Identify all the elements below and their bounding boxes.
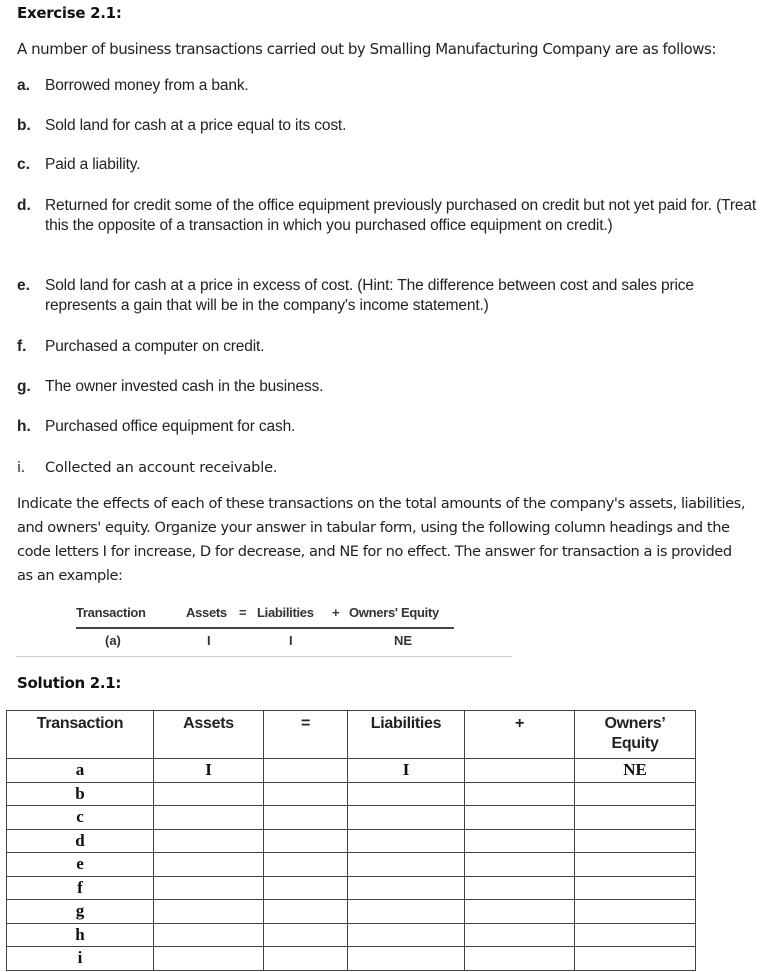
cell-assets[interactable] bbox=[154, 876, 264, 900]
cell-equals[interactable] bbox=[264, 947, 348, 971]
cell-assets[interactable] bbox=[154, 829, 264, 853]
item-label: a. bbox=[17, 77, 30, 94]
cell-transaction: c bbox=[7, 806, 154, 830]
example-header-rule bbox=[76, 627, 454, 629]
cell-equity[interactable] bbox=[575, 806, 696, 830]
table-row bbox=[7, 923, 696, 947]
cell-transaction: f bbox=[7, 876, 154, 900]
solution-table bbox=[6, 710, 696, 971]
cell-equity[interactable] bbox=[575, 782, 696, 806]
cell-liabilities[interactable] bbox=[348, 829, 465, 853]
item-label: b. bbox=[17, 117, 31, 134]
example-cell-assets: I bbox=[207, 633, 211, 648]
cell-assets[interactable] bbox=[154, 947, 264, 971]
example-cell-equity: NE bbox=[394, 633, 413, 648]
cell-liabilities[interactable] bbox=[348, 900, 465, 924]
table-row bbox=[7, 853, 696, 877]
header-owners-equity bbox=[575, 711, 696, 759]
cell-equity[interactable] bbox=[575, 947, 696, 971]
section-divider bbox=[16, 656, 512, 657]
item-text: The owner invested cash in the business. bbox=[45, 378, 324, 395]
example-header-equity: Owners' Equity bbox=[349, 605, 439, 620]
header-equals: = bbox=[264, 711, 348, 759]
cell-equals[interactable] bbox=[264, 853, 348, 877]
cell-liabilities[interactable]: I bbox=[348, 759, 465, 783]
example-header-assets: Assets bbox=[186, 605, 227, 620]
cell-plus[interactable] bbox=[465, 759, 575, 783]
cell-plus[interactable] bbox=[465, 876, 575, 900]
cell-plus[interactable] bbox=[465, 923, 575, 947]
header-assets: Assets bbox=[154, 711, 264, 759]
table-row bbox=[7, 947, 696, 971]
cell-equity[interactable] bbox=[575, 900, 696, 924]
example-header-liabilities: Liabilities bbox=[257, 605, 314, 620]
table-row bbox=[7, 900, 696, 924]
cell-equals[interactable] bbox=[264, 876, 348, 900]
cell-transaction: d bbox=[7, 829, 154, 853]
cell-plus[interactable] bbox=[465, 782, 575, 806]
item-label: g. bbox=[17, 378, 31, 395]
cell-plus[interactable] bbox=[465, 900, 575, 924]
cell-equals[interactable] bbox=[264, 829, 348, 853]
cell-liabilities[interactable] bbox=[348, 923, 465, 947]
item-label: f. bbox=[17, 338, 27, 355]
table-row bbox=[7, 782, 696, 806]
cell-liabilities[interactable] bbox=[348, 806, 465, 830]
header-transaction: Transaction bbox=[7, 711, 154, 759]
item-text: Purchased office equipment for cash. bbox=[45, 418, 296, 435]
cell-transaction: g bbox=[7, 900, 154, 924]
cell-transaction: h bbox=[7, 923, 154, 947]
cell-liabilities[interactable] bbox=[348, 876, 465, 900]
item-text: Returned for credit some of the office equipment previously purchased on credit but not yet paid for. (Treat this the opposite of a transaction in which you purchased office equipment on credit.) bbox=[45, 197, 756, 234]
cell-transaction: a bbox=[7, 759, 154, 783]
solution-header-row bbox=[7, 711, 696, 759]
cell-equity[interactable] bbox=[575, 829, 696, 853]
header-equity-line1: Owners’ bbox=[604, 715, 666, 732]
cell-plus[interactable] bbox=[465, 806, 575, 830]
cell-plus[interactable] bbox=[465, 829, 575, 853]
table-row bbox=[7, 759, 696, 783]
item-label: e. bbox=[17, 277, 30, 294]
item-text: Paid a liability. bbox=[45, 156, 141, 173]
cell-equity[interactable] bbox=[575, 876, 696, 900]
cell-equals[interactable] bbox=[264, 923, 348, 947]
cell-liabilities[interactable] bbox=[348, 853, 465, 877]
example-header-equals: = bbox=[239, 605, 247, 620]
example-cell-transaction: (a) bbox=[105, 633, 121, 648]
cell-transaction: i bbox=[7, 947, 154, 971]
item-label: i. bbox=[17, 460, 25, 476]
table-row bbox=[7, 806, 696, 830]
cell-equity[interactable]: NE bbox=[575, 759, 696, 783]
item-label: h. bbox=[17, 418, 31, 435]
header-equity-line2: Equity bbox=[611, 735, 659, 752]
header-plus: + bbox=[465, 711, 575, 759]
cell-equity[interactable] bbox=[575, 853, 696, 877]
cell-transaction: b bbox=[7, 782, 154, 806]
item-text: Sold land for cash at a price equal to its cost. bbox=[45, 117, 347, 134]
cell-equals[interactable] bbox=[264, 900, 348, 924]
item-text: Borrowed money from a bank. bbox=[45, 77, 249, 94]
example-cell-liabilities: I bbox=[289, 633, 293, 648]
example-header-transaction: Transaction bbox=[76, 605, 146, 620]
item-text: Sold land for cash at a price in excess of cost. (Hint: The difference between cost and sales price represents a gain that will be in the company's income statement.) bbox=[45, 277, 694, 314]
cell-assets[interactable] bbox=[154, 853, 264, 877]
cell-assets[interactable] bbox=[154, 900, 264, 924]
cell-assets[interactable] bbox=[154, 923, 264, 947]
table-row bbox=[7, 876, 696, 900]
item-text: Purchased a computer on credit. bbox=[45, 338, 265, 355]
table-row bbox=[7, 829, 696, 853]
cell-equals[interactable] bbox=[264, 759, 348, 783]
cell-equals[interactable] bbox=[264, 806, 348, 830]
example-header-plus: + bbox=[332, 605, 340, 620]
item-label: c. bbox=[17, 156, 30, 173]
solution-title: Solution 2.1: bbox=[17, 674, 122, 692]
cell-assets[interactable]: I bbox=[154, 759, 264, 783]
cell-plus[interactable] bbox=[465, 853, 575, 877]
cell-plus[interactable] bbox=[465, 947, 575, 971]
header-liabilities: Liabilities bbox=[348, 711, 465, 759]
exercise-intro: A number of business transactions carried out by Smalling Manufacturing Company are as follows: bbox=[17, 40, 717, 58]
cell-equity[interactable] bbox=[575, 923, 696, 947]
cell-assets[interactable] bbox=[154, 782, 264, 806]
exercise-title: Exercise 2.1: bbox=[17, 4, 122, 22]
cell-transaction: e bbox=[7, 853, 154, 877]
cell-equals[interactable] bbox=[264, 782, 348, 806]
instructions-paragraph: Indicate the effects of each of these transactions on the total amounts of the company's assets, liabilities, and owners' equity. Organize your answer in tabular form, using the following column headings and the code letters I for increase, D for decrease, and NE for no effect. The answer for transaction a is provided as an example: bbox=[17, 495, 746, 584]
cell-liabilities[interactable] bbox=[348, 947, 465, 971]
cell-liabilities[interactable] bbox=[348, 782, 465, 806]
item-label: d. bbox=[17, 197, 31, 214]
cell-assets[interactable] bbox=[154, 806, 264, 830]
item-text: Collected an account receivable. bbox=[45, 460, 278, 476]
